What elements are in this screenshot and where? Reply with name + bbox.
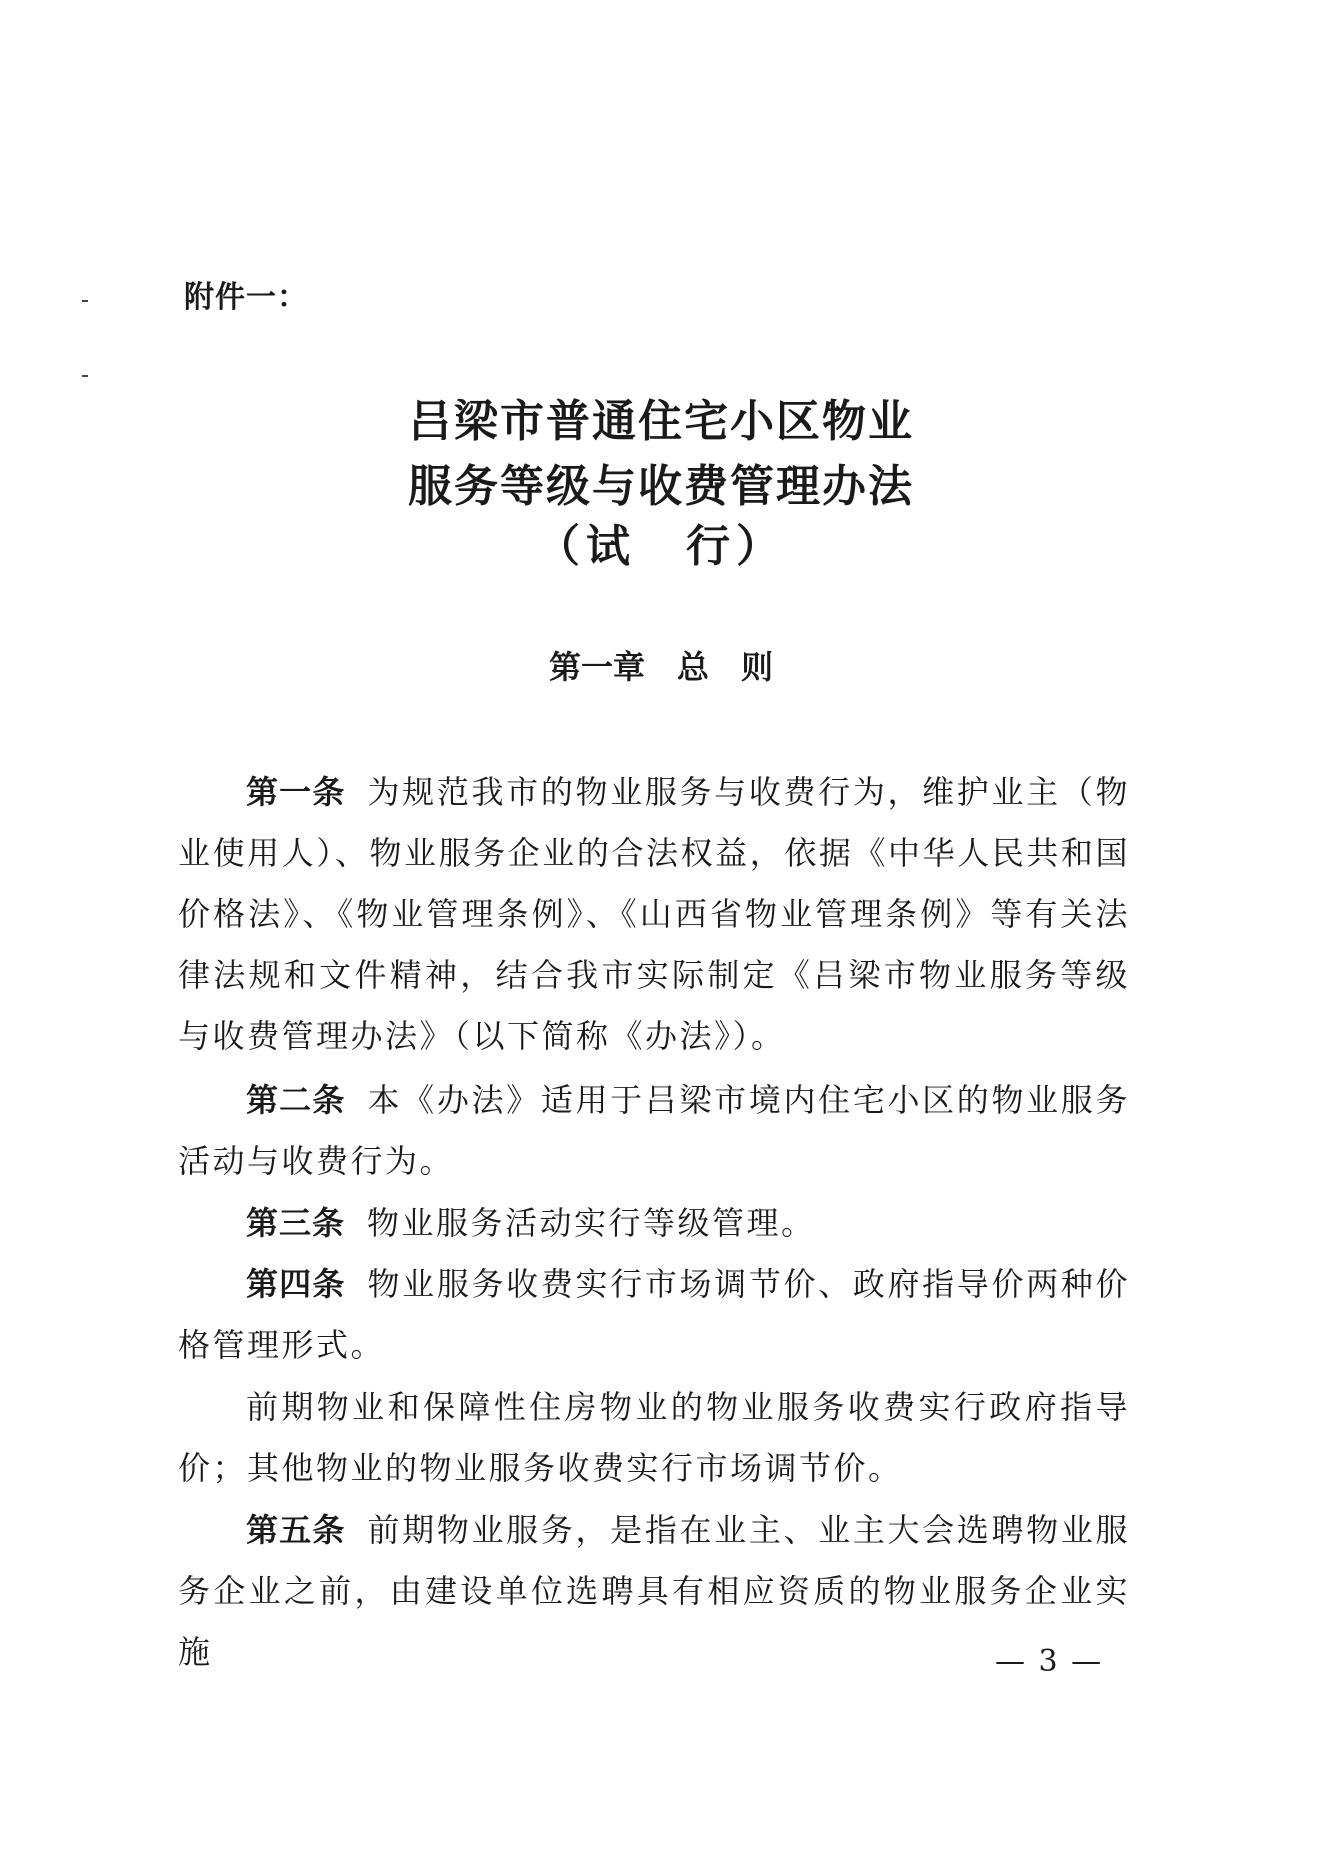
article-1 [178,762,1130,1067]
article-2 [178,1070,1130,1192]
document-title-line-3: （试 行） [536,521,786,572]
document-title-line-2: 服务等级与收费管理办法 [408,461,914,512]
attachment-label: 附件一： [184,280,308,315]
article-label: 第三条 [246,1204,346,1242]
article-text: 前期物业服务，是指在业主、业主大会选聘物业服务企业之前，由建设单位选聘具有相应资质的物业服务企业实施 [178,1511,1130,1671]
article-label: 第二条 [246,1081,346,1119]
scan-mark [82,375,88,377]
article-text: 本《办法》适用于吕梁市境内住宅小区的物业服务活动与收费行为。 [178,1081,1130,1180]
article-label: 第四条 [246,1265,346,1303]
article-label: 第一条 [246,773,346,811]
article-text: 前期物业和保障性住房物业的物业服务收费实行政府指导价；其他物业的物业服务收费实行市场调节价。 [178,1388,1130,1487]
article-4-paragraph-2 [178,1377,1130,1499]
article-label: 第五条 [246,1511,346,1549]
chapter-heading: 第一章 总 则 [548,648,773,686]
article-4 [178,1254,1130,1376]
page-number: — 3 — [995,1644,1104,1679]
article-3 [178,1193,1130,1254]
document-title-line-1: 吕梁市普通住宅小区物业 [408,396,914,447]
article-text: 物业服务收费实行市场调节价、政府指导价两种价格管理形式。 [178,1265,1130,1364]
scan-mark [82,300,88,302]
article-text: 物业服务活动实行等级管理。 [367,1204,816,1242]
article-5 [178,1500,1130,1683]
article-text: 为规范我市的物业服务与收费行为，维护业主（物业使用人）、物业服务企业的合法权益，依据《中华人民共和国价格法》、《物业管理条例》、《山西省物业管理条例》等有关法律法规和文件精神，结合我市实际制定《吕梁市物业服务等级与收费管理办法》（以下简称《办法》）。 [178,773,1130,1055]
